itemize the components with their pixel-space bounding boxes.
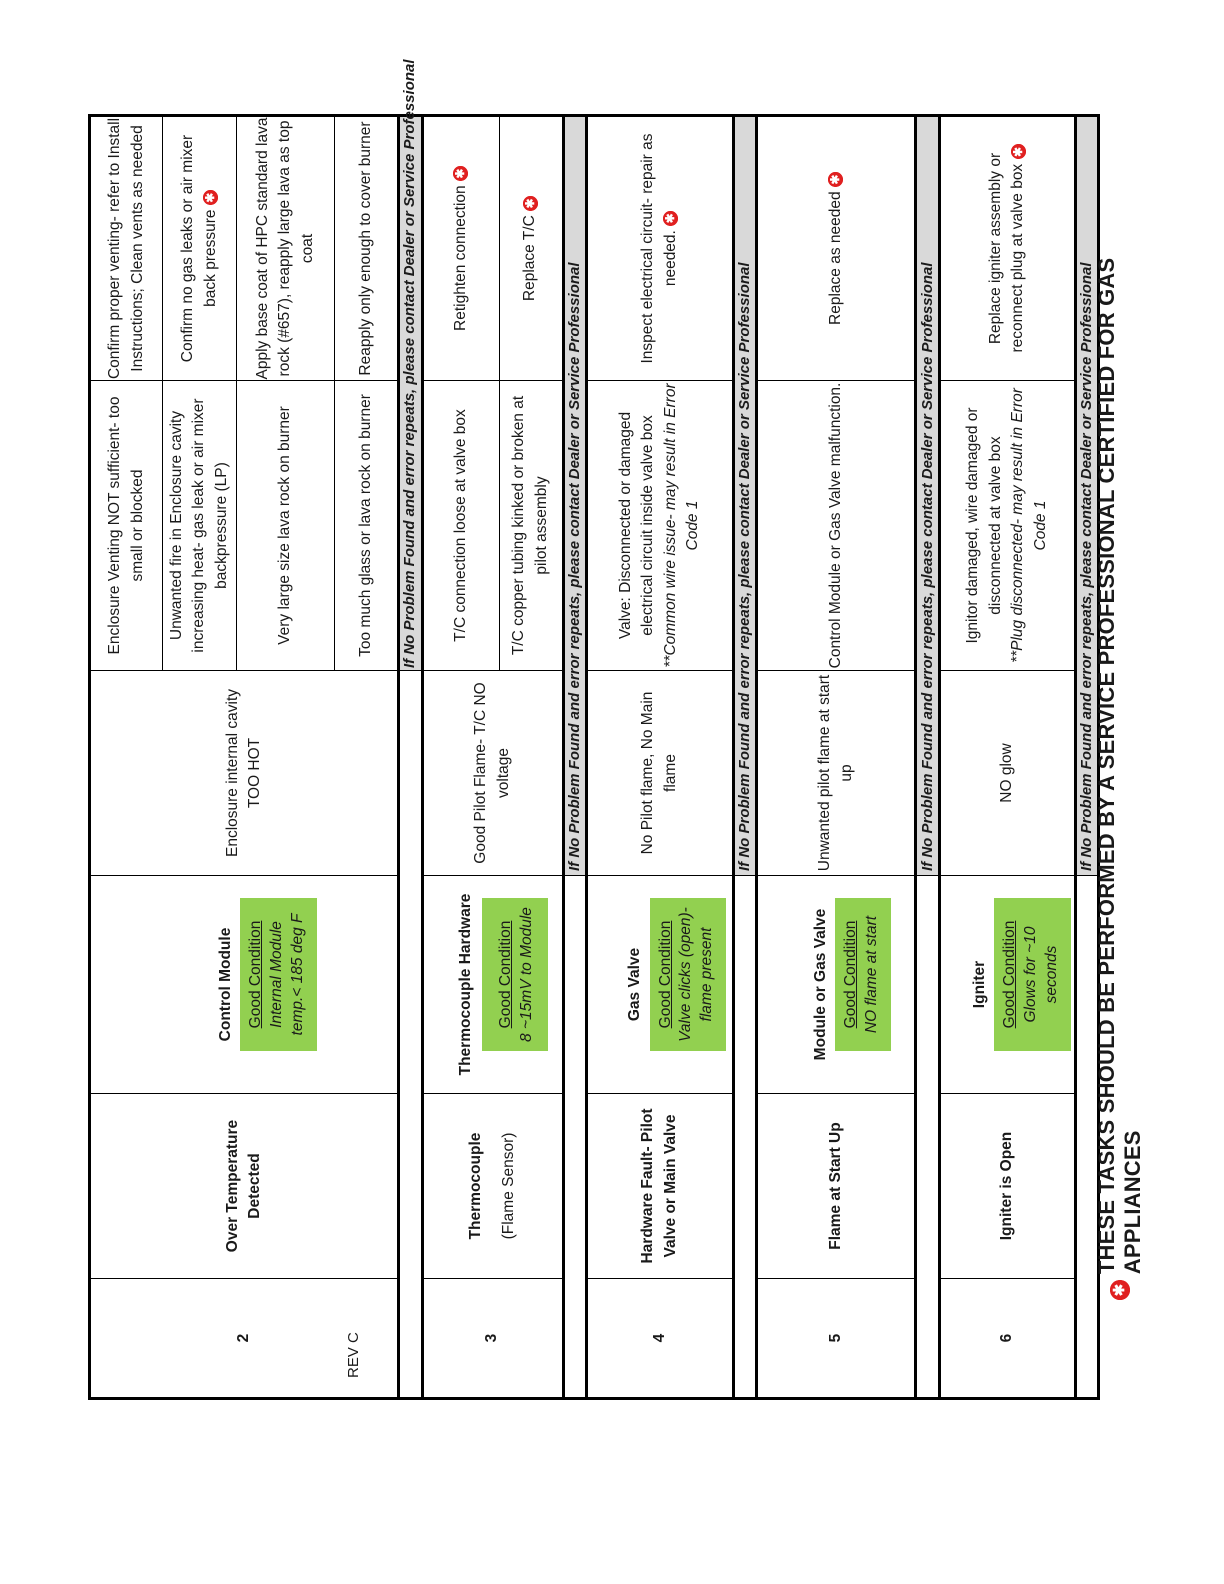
separator-text: If No Problem Found and error repeats, please contact Dealer or Service Professional [1075, 116, 1098, 876]
error-name: Hardware Fault- Pilot Valve or Main Valve [586, 1094, 733, 1279]
error-code: 2 [90, 1279, 399, 1399]
good-condition-title: Good Condition [496, 920, 514, 1029]
action-text: Inspect electrical circuit- repair as needed. [639, 133, 679, 364]
certified-star-icon: ✱ [1011, 145, 1026, 160]
good-condition-box [650, 898, 727, 1051]
action: Apply base coat of HPC standard lava rock (#657), reapply large lava as top coat [237, 116, 335, 381]
component-name: Gas Valve [626, 947, 644, 1022]
table-row [586, 116, 733, 1399]
symptom: No Pilot flame, No Main flame [586, 671, 733, 876]
table-row [90, 116, 163, 1399]
separator-text: If No Problem Found and error repeats, please contact Dealer or Service Professional [399, 116, 422, 671]
error-name: Over Temperature Detected [90, 1094, 399, 1279]
cause: Very large size lava rock on burner [237, 381, 335, 671]
troubleshooting-table [88, 59, 1100, 1400]
separator-row [399, 116, 422, 1399]
good-condition-desc: Internal Module temp.< 185 deg F [267, 913, 306, 1036]
action-text: Replace igniter assembly or reconnect plug at valve box [986, 152, 1027, 353]
cause: T/C copper tubing kinked or broken at pilot assembly [499, 381, 563, 671]
error-subtitle: (Flame Sensor) [499, 1132, 517, 1240]
footer-notice [1094, 117, 1145, 1400]
separator-text: If No Problem Found and error repeats, please contact Dealer or Service Professional [733, 116, 756, 876]
action [586, 116, 733, 381]
cause: Enclosure Venting NOT sufficient- too small or blocked [90, 381, 163, 671]
symptom: Unwanted pilot flame at start up [757, 671, 916, 876]
component-cell [757, 876, 916, 1094]
separator-text: If No Problem Found and error repeats, please contact Dealer or Service Professional [563, 116, 586, 876]
certified-star-icon: ✱ [453, 166, 468, 181]
good-condition-desc: NO flame at start [863, 915, 881, 1034]
certified-star-icon: ✱ [523, 196, 538, 211]
component-cell [90, 876, 399, 1094]
table-row [422, 116, 499, 1399]
cause: Too much glass or lava rock on burner [335, 381, 399, 671]
action-text: Retighten connection [451, 185, 469, 331]
table-row [939, 116, 1075, 1399]
error-code: 4 [586, 1279, 733, 1399]
certified-star-icon: ✱ [203, 190, 218, 205]
action-text: Replace as needed [827, 191, 845, 325]
good-condition-box [835, 898, 891, 1051]
rotated-page [88, 59, 1145, 1400]
action-text: Confirm no gas leaks or air mixer back pressure [179, 134, 219, 363]
cause: Ignitor damaged, wire damaged or disconnected at valve box [964, 407, 1004, 644]
component-cell [939, 876, 1075, 1094]
error-name-cell [422, 1094, 563, 1279]
good-condition-title: Good Condition [842, 920, 860, 1029]
good-condition-box [482, 898, 548, 1051]
cause: Control Module or Gas Valve malfunction. [757, 381, 916, 671]
action [757, 116, 916, 381]
good-condition-desc: Valve clicks (open)- flame present [677, 907, 716, 1042]
symptom: NO glow [939, 671, 1075, 876]
error-code: 6 [939, 1279, 1075, 1399]
action-text: Replace T/C [521, 215, 539, 302]
component-name: Module or Gas Valve [812, 908, 830, 1061]
component-name: Control Module [216, 927, 234, 1042]
good-condition-box [994, 898, 1071, 1051]
component-name: Thermocouple Hardware [456, 893, 474, 1076]
cause: Valve: Disconnected or damaged electrical circuit inside valve box [616, 411, 657, 640]
good-condition-title: Good Condition [656, 920, 674, 1029]
good-condition-title: Good Condition [1000, 920, 1018, 1029]
component-cell [422, 876, 563, 1094]
certified-star-icon: ✱ [663, 211, 678, 226]
certified-star-icon: ✱ [828, 172, 843, 187]
action [422, 116, 499, 381]
action [939, 116, 1075, 381]
error-code: 3 [422, 1279, 563, 1399]
cause-note: **Plug disconnected- may result in Error Code 1 [1009, 388, 1049, 663]
component-cell [586, 876, 733, 1094]
cause: Unwanted fire in Enclosure cavity increasing heat- gas leak or air mixer backpressure (LP) [163, 381, 237, 671]
good-condition-box [240, 898, 317, 1051]
certified-star-icon: ✱ [1110, 1280, 1130, 1300]
cause-cell [586, 381, 733, 671]
good-condition-desc: 8 ~15mV to Module [517, 907, 535, 1042]
component-name: Igniter [970, 960, 988, 1009]
good-condition-title: Good Condition [246, 920, 264, 1029]
action [163, 116, 237, 381]
error-name: Flame at Start Up [757, 1094, 916, 1279]
revision-label: REV C [345, 1332, 362, 1378]
error-name: Thermocouple [467, 1132, 485, 1240]
action [499, 116, 563, 381]
separator-text: If No Problem Found and error repeats, please contact Dealer or Service Professional [916, 116, 939, 876]
cause: T/C connection loose at valve box [422, 381, 499, 671]
action: Reapply only enough to cover burner [335, 116, 399, 381]
action: Confirm proper venting- refer to Install Instructions; Clean vents as needed [90, 116, 163, 381]
error-name: Igniter is Open [939, 1094, 1075, 1279]
symptom: Good Pilot Flame- T/C NO voltage [422, 671, 563, 876]
footer-text: THESE TASKS SHOULD BE PERFORMED BY A SERVICE PROFESSIONAL CERTIFIED FOR GAS APPLIANCES [1094, 257, 1145, 1275]
separator-row [733, 116, 756, 1399]
good-condition-desc: Glows for ~10 seconds [1021, 926, 1060, 1023]
error-code: 5 [757, 1279, 916, 1399]
cause-note: **Common wire issue- may result in Error Code 1 [661, 383, 702, 668]
cause-cell [939, 381, 1075, 671]
separator-row [563, 116, 586, 1399]
separator-row [916, 116, 939, 1399]
symptom: Enclosure internal cavity TOO HOT [90, 671, 399, 876]
table-row [757, 116, 916, 1399]
